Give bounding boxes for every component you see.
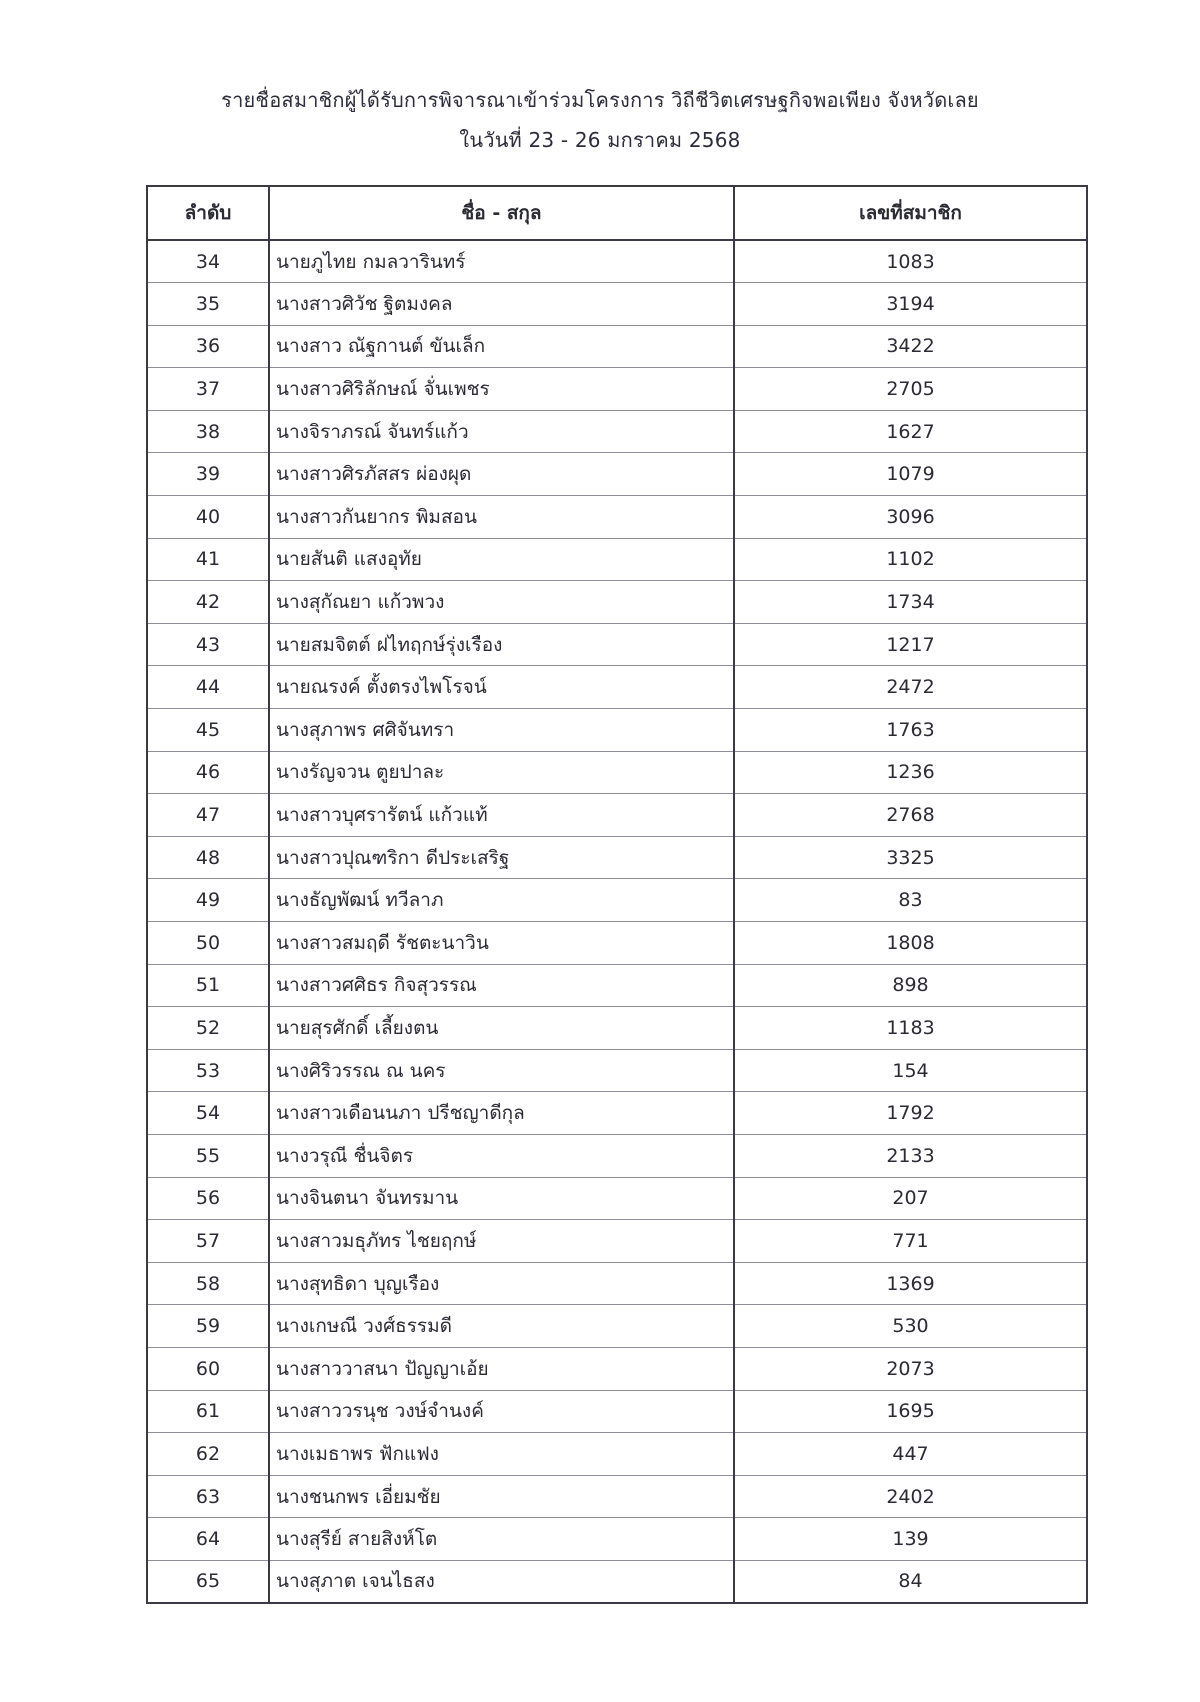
row-order: 49	[147, 879, 269, 922]
table-row	[147, 1433, 1087, 1476]
row-order: 50	[147, 922, 269, 965]
row-name: นางจินตนา จันทรมาน	[269, 1177, 734, 1220]
row-name: นายภูไทย กมลวารินทร์	[269, 240, 734, 283]
row-member-no: 1763	[734, 709, 1087, 752]
row-order: 48	[147, 836, 269, 879]
row-member-no: 2705	[734, 368, 1087, 411]
row-name: นายสมจิตต์ ฝไทฤกษ์รุ่งเรือง	[269, 623, 734, 666]
row-name: นางสาววาสนา ปัญญาเอ้ย	[269, 1347, 734, 1390]
row-order: 46	[147, 751, 269, 794]
row-name: นางชนกพร เอี่ยมชัย	[269, 1475, 734, 1518]
row-member-no: 3194	[734, 283, 1087, 326]
row-order: 44	[147, 666, 269, 709]
table-row	[147, 538, 1087, 581]
row-member-no: 771	[734, 1220, 1087, 1263]
row-name: นางสุภาพร ศศิจันทรา	[269, 709, 734, 752]
member-table	[146, 185, 1088, 1604]
row-name: นางสาว ณัฐกานต์ ขันเล็ก	[269, 325, 734, 368]
row-member-no: 530	[734, 1305, 1087, 1348]
header-member-no: เลขที่สมาชิก	[734, 186, 1087, 240]
row-member-no: 1734	[734, 581, 1087, 624]
row-order: 37	[147, 368, 269, 411]
row-name: นายสุรศักดิ์ เลี้ยงตน	[269, 1007, 734, 1050]
row-member-no: 1369	[734, 1262, 1087, 1305]
row-order: 51	[147, 964, 269, 1007]
document-date: ในวันที่ 23 - 26 มกราคม 2568	[459, 128, 741, 152]
table-row	[147, 1305, 1087, 1348]
table-row	[147, 581, 1087, 624]
row-name: นางศิริวรรณ ณ นคร	[269, 1049, 734, 1092]
row-member-no: 1627	[734, 410, 1087, 453]
row-member-no: 83	[734, 879, 1087, 922]
table-row	[147, 453, 1087, 496]
table-row	[147, 410, 1087, 453]
row-order: 58	[147, 1262, 269, 1305]
row-name: นางสาวบุศรารัตน์ แก้วแท้	[269, 794, 734, 837]
row-member-no: 3422	[734, 325, 1087, 368]
row-name: นายณรงค์ ตั้งตรงไพโรจน์	[269, 666, 734, 709]
table-row	[147, 1049, 1087, 1092]
table-row	[147, 240, 1087, 283]
row-member-no: 898	[734, 964, 1087, 1007]
table-header	[147, 186, 1087, 240]
table-row	[147, 836, 1087, 879]
row-order: 35	[147, 283, 269, 326]
row-member-no: 3325	[734, 836, 1087, 879]
table-row	[147, 1262, 1087, 1305]
row-order: 47	[147, 794, 269, 837]
table-row	[147, 1347, 1087, 1390]
document-heading	[0, 80, 1200, 160]
table-body	[147, 240, 1087, 1603]
row-name: นางสุรีย์ สายสิงห์โต	[269, 1518, 734, 1561]
row-name: นางสาวศิวัช ฐิตมงคล	[269, 283, 734, 326]
row-order: 64	[147, 1518, 269, 1561]
row-name: นางสาววรนุช วงษ์จำนงค์	[269, 1390, 734, 1433]
table-row	[147, 709, 1087, 752]
row-member-no: 2073	[734, 1347, 1087, 1390]
row-member-no: 3096	[734, 496, 1087, 539]
table-row	[147, 623, 1087, 666]
row-name: นางสุกัณยา แก้วพวง	[269, 581, 734, 624]
row-member-no: 139	[734, 1518, 1087, 1561]
row-order: 61	[147, 1390, 269, 1433]
row-member-no: 1792	[734, 1092, 1087, 1135]
table-row	[147, 1092, 1087, 1135]
row-member-no: 154	[734, 1049, 1087, 1092]
row-order: 38	[147, 410, 269, 453]
row-order: 65	[147, 1560, 269, 1603]
table-row	[147, 794, 1087, 837]
document-title: รายชื่อสมาชิกผู้ได้รับการพิจารณาเข้าร่วมโครงการ วิถีชีวิตเศรษฐกิจพอเพียง จังหวัดเลย	[221, 88, 979, 112]
row-member-no: 1808	[734, 922, 1087, 965]
row-order: 40	[147, 496, 269, 539]
row-order: 63	[147, 1475, 269, 1518]
row-order: 52	[147, 1007, 269, 1050]
table-row	[147, 1220, 1087, 1263]
row-member-no: 2402	[734, 1475, 1087, 1518]
table-row	[147, 1518, 1087, 1561]
row-name: นางรัญจวน ตูยปาละ	[269, 751, 734, 794]
row-member-no: 1217	[734, 623, 1087, 666]
table-row	[147, 751, 1087, 794]
row-member-no: 207	[734, 1177, 1087, 1220]
row-order: 55	[147, 1134, 269, 1177]
row-order: 53	[147, 1049, 269, 1092]
row-name: นางเมธาพร ฟักแฟง	[269, 1433, 734, 1476]
row-order: 36	[147, 325, 269, 368]
row-member-no: 1695	[734, 1390, 1087, 1433]
row-name: นางสาวศิริลักษณ์ จั่นเพชร	[269, 368, 734, 411]
row-name: นางสาวปุณฑริกา ดีประเสริฐ	[269, 836, 734, 879]
row-name: นางสาวเดือนนภา ปรีชญาดีกุล	[269, 1092, 734, 1135]
table-row	[147, 666, 1087, 709]
table-row	[147, 283, 1087, 326]
row-order: 42	[147, 581, 269, 624]
row-member-no: 2472	[734, 666, 1087, 709]
table-row	[147, 325, 1087, 368]
row-member-no: 2768	[734, 794, 1087, 837]
row-order: 60	[147, 1347, 269, 1390]
row-order: 39	[147, 453, 269, 496]
table-row	[147, 879, 1087, 922]
header-order: ลำดับ	[147, 186, 269, 240]
table-row	[147, 368, 1087, 411]
row-order: 56	[147, 1177, 269, 1220]
row-name: นางสาวสมฤดี รัชตะนาวิน	[269, 922, 734, 965]
row-order: 57	[147, 1220, 269, 1263]
table-row	[147, 1134, 1087, 1177]
table-row	[147, 1390, 1087, 1433]
table-row	[147, 1177, 1087, 1220]
row-name: นางธัญพัฒน์ ทวีลาภ	[269, 879, 734, 922]
row-member-no: 1236	[734, 751, 1087, 794]
row-order: 54	[147, 1092, 269, 1135]
row-name: นางสาวศศิธร กิจสุวรรณ	[269, 964, 734, 1007]
table-row	[147, 922, 1087, 965]
row-order: 62	[147, 1433, 269, 1476]
header-name: ชื่อ - สกุล	[269, 186, 734, 240]
row-name: นางจิราภรณ์ จันทร์แก้ว	[269, 410, 734, 453]
row-name: นางสาวมธุภัทร ไชยฤกษ์	[269, 1220, 734, 1263]
table-row	[147, 1007, 1087, 1050]
row-member-no: 1079	[734, 453, 1087, 496]
row-name: นางสุทธิดา บุญเรือง	[269, 1262, 734, 1305]
row-order: 34	[147, 240, 269, 283]
row-name: นางสุภาต เจนไธสง	[269, 1560, 734, 1603]
row-name: นางสาวศิรภัสสร ผ่องผุด	[269, 453, 734, 496]
row-name: นางเกษณี วงศ์ธรรมดี	[269, 1305, 734, 1348]
row-order: 43	[147, 623, 269, 666]
row-order: 41	[147, 538, 269, 581]
row-order: 59	[147, 1305, 269, 1348]
row-member-no: 1183	[734, 1007, 1087, 1050]
row-member-no: 1102	[734, 538, 1087, 581]
row-member-no: 1083	[734, 240, 1087, 283]
header-row	[147, 186, 1087, 240]
row-name: นางสาวกันยากร พิมสอน	[269, 496, 734, 539]
row-member-no: 2133	[734, 1134, 1087, 1177]
row-name: นายสันติ แสงอุทัย	[269, 538, 734, 581]
table-row	[147, 496, 1087, 539]
table-row	[147, 1560, 1087, 1603]
row-member-no: 447	[734, 1433, 1087, 1476]
table-row	[147, 964, 1087, 1007]
row-name: นางวรุณี ชื่นจิตร	[269, 1134, 734, 1177]
row-order: 45	[147, 709, 269, 752]
table-row	[147, 1475, 1087, 1518]
row-member-no: 84	[734, 1560, 1087, 1603]
